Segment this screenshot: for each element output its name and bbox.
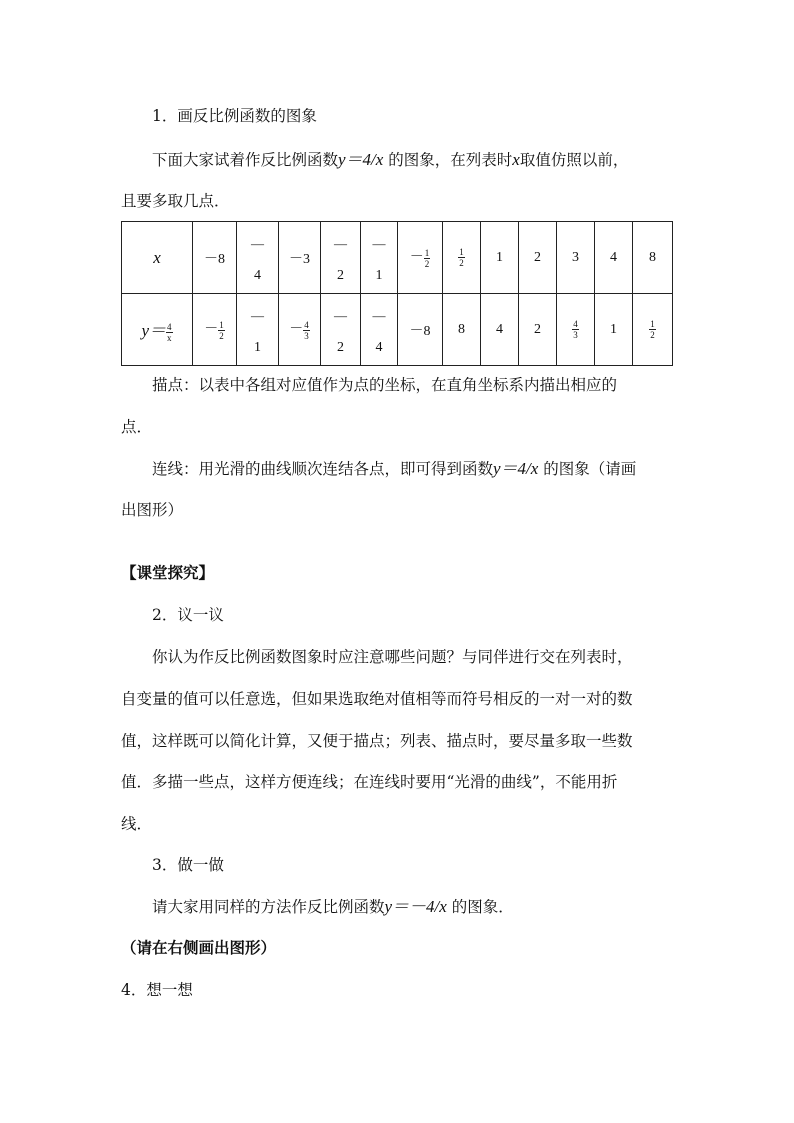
miaodian-line1: 描点：以表中各组对应值作为点的坐标，在直角坐标系内描出相应的 xyxy=(152,376,618,394)
y-cell-11: $\frac{1}{2}$ xyxy=(633,294,673,366)
x-cell-4: — 1 xyxy=(361,222,398,294)
y-cell-0: － $\frac{1}{2}$ xyxy=(193,294,237,366)
y-cell-6: 8 xyxy=(443,294,481,366)
variable-x: x xyxy=(512,150,520,169)
para1-text-c: 取值仿照以前， xyxy=(519,151,629,169)
y-cell-3: — 2 xyxy=(321,294,361,366)
value-table xyxy=(121,221,673,366)
para1-line1 xyxy=(152,150,628,170)
para1-line2: 且要多取几点． xyxy=(121,192,230,210)
y-header-label: y＝ xyxy=(141,320,167,340)
y-header xyxy=(122,294,193,366)
lianxian-line1 xyxy=(152,459,636,479)
y-cell-5: －8 xyxy=(398,294,443,366)
y-cell-7: 4 xyxy=(481,294,519,366)
para1-text-b: 的图象，在列表时 xyxy=(383,151,513,169)
lianxian-text-a: 连线：用光滑的曲线顺次连结各点，即可得到函数 xyxy=(152,460,494,478)
heading-think: 4．想一想 xyxy=(121,981,193,999)
discuss-line-2: 自变量的值可以任意选，但如果选取绝对值相等而符号相反的一对一对的数 xyxy=(121,690,633,708)
section-classroom-explore: 【课堂探究】 xyxy=(121,563,215,582)
para1-text-a: 下面大家试着作反比例函数 xyxy=(152,151,339,169)
x-cell-8: 2 xyxy=(519,222,557,294)
draw-right-note: （请在右侧画出图形） xyxy=(121,938,277,957)
discuss-line-3: 值，这样既可以简化计算，又便于描点；列表、描点时，要尽量多取一些数 xyxy=(121,732,633,750)
discuss-line-1: 你认为作反比例函数图象时应注意哪些问题？与同伴进行交在列表时， xyxy=(152,648,633,666)
heading-try: 3．做一做 xyxy=(152,856,224,874)
heading-draw-graph: 1．画反比例函数的图象 xyxy=(152,107,317,125)
x-header: x xyxy=(122,222,193,294)
x-cell-2: －3 xyxy=(279,222,321,294)
x-cell-10: 4 xyxy=(595,222,633,294)
try-function: y＝－4/x xyxy=(384,897,447,916)
lianxian-text-b: 的图象（请画 xyxy=(538,460,637,478)
try-line xyxy=(152,897,514,917)
x-cell-11: 8 xyxy=(633,222,673,294)
y-cell-10: 1 xyxy=(595,294,633,366)
x-row xyxy=(122,222,673,294)
lianxian-function: y＝4/x xyxy=(493,459,539,478)
y-cell-2: － $\frac{4}{3}$ xyxy=(279,294,321,366)
x-cell-1: — 4 xyxy=(237,222,279,294)
try-text-a: 请大家用同样的方法作反比例函数 xyxy=(152,898,385,916)
discuss-line-4: 值．多描一些点，这样方便连线；在连线时要用“光滑的曲线”，不能用折 xyxy=(121,773,618,791)
y-cell-4: — 4 xyxy=(361,294,398,366)
discuss-line-5: 线． xyxy=(121,815,153,833)
y-row xyxy=(122,294,673,366)
x-cell-6: $\frac{1}{2}$ xyxy=(443,222,481,294)
x-cell-3: — 2 xyxy=(321,222,361,294)
y-cell-1: — 1 xyxy=(237,294,279,366)
x-cell-7: 1 xyxy=(481,222,519,294)
heading-discuss: 2．议一议 xyxy=(152,606,224,624)
x-cell-9: 3 xyxy=(557,222,595,294)
y-cell-8: 2 xyxy=(519,294,557,366)
x-cell-5: － $\frac{1}{2}$ xyxy=(398,222,443,294)
lianxian-line2: 出图形） xyxy=(121,501,184,519)
y-header-frac: $\frac{4}{x}$ xyxy=(167,322,172,344)
function-expression: y＝4/x xyxy=(338,150,384,169)
try-text-b: 的图象． xyxy=(446,898,514,916)
miaodian-line2: 点． xyxy=(121,418,153,436)
y-cell-9: $\frac{4}{3}$ xyxy=(557,294,595,366)
x-cell-0: －8 xyxy=(193,222,237,294)
